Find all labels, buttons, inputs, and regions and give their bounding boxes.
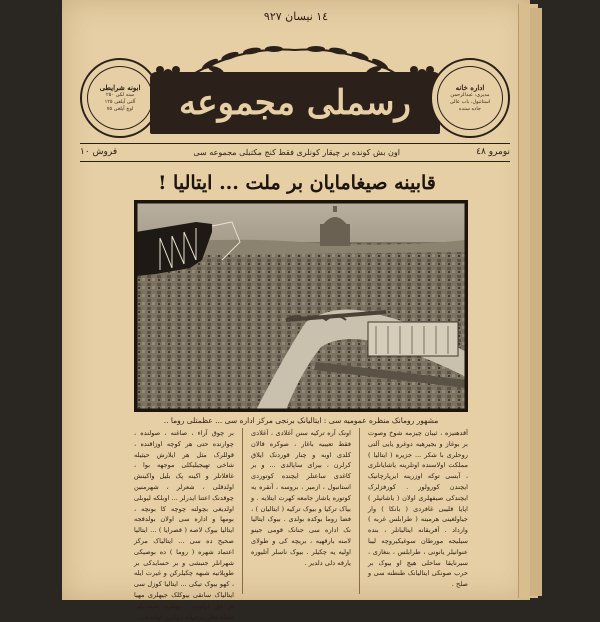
article-headline: قابینه صیغامایان بر ملت ... ایتالیا ! bbox=[158, 172, 436, 194]
article-column bbox=[134, 428, 234, 621]
rome-panorama-photo bbox=[134, 200, 468, 412]
divider bbox=[80, 161, 510, 162]
issue-number: نومرو ٤٨ bbox=[476, 147, 510, 157]
medallion-heading: اداره خانه bbox=[455, 83, 485, 92]
medallion-line: مدیری: عبدالرحمن bbox=[450, 92, 490, 98]
column-text: آقدهنیزه ، ثیبان چیزمه شوخ وصوت بر بوغاز و بجیرهیه دوغرو یایی آلتی روحلری با شکر ... جزیره ( ایتالیا ) مملکت اولاسنده اوتلرینه یاشایانلری ، آبسی توکه اوزرینه ایرپارچانیک ایچندن کورولور . کورفزلرک ایچندکی صیفهلری اولان ( یاشاتیلر ) اپایا قلیبی غافردی ( بانکا ) وار جیاولغینی هرمینه ( طرابلس غربه ) وارداد . آفریقانه ایتالیانلر ، بنده سیلیجه مورطان سوغیکیروچه لیبا عنوانیلر یانونی ، طرابلس ، بنغازی ، سیرنایقا ساحلی هیچ او بیوک بر حرب صونکی ایتالیانک طنطنه سی و صلح . bbox=[368, 429, 468, 589]
column-text: اونک آره ترکیه سنن آغلادی ، آغلادی فقط تعیبیه باغار ، صوکره قالان کلدی اوبه و چنار قوردنک ایلاق کرلرن ، بیرای ساپالدی ... و بر کاغدی ساعتلر ایچنده کوتوردی استانبول ، ازمیر ، بروسه ، آنقره یه کوتوره یاشار جامعه کهرت ایتلایه . و بیاک ترکیا و بیوک ترکیه ( ایتالیان ) ، فضا روما بوکده بولدی . بیوک ایتالیا نک اداره سی جنانک قومی جینو لامنه بارقهیه ، بریچه کی و طولای اولیه یه چکیلر . بیوک ناسلر آتلیوره یارقه دلی دلدیر . bbox=[251, 429, 351, 567]
article-body bbox=[134, 428, 468, 621]
article-column bbox=[251, 428, 351, 594]
medallion-line: استانبول، باب عالی bbox=[449, 99, 491, 105]
medallion-line: آلتی آیلغی ١٢٥ bbox=[104, 99, 136, 105]
masthead-subtitle: اون بش کونده بر چیقار کونلری فقط کنج مکتبلی مجموعه سی bbox=[193, 147, 400, 157]
issue-price: فروش ١٠ bbox=[80, 147, 118, 157]
page-edge bbox=[530, 8, 542, 596]
article-column bbox=[368, 428, 468, 594]
office-medallion bbox=[430, 58, 510, 138]
medallion-line: سنه لکی ٢٥٠ bbox=[105, 92, 135, 98]
subscription-medallion bbox=[80, 58, 160, 138]
magazine-page bbox=[62, 0, 530, 621]
medallion-line: اوچ آیلغی ٧٥ bbox=[106, 106, 134, 112]
column-divider bbox=[242, 428, 243, 594]
magazine-title-plate bbox=[150, 72, 440, 134]
photo-caption: مشهور رومانک منظره عمومیه سی : ایتالیانک برنجی مرکز اداره سی ... عظمتلی روما .. bbox=[163, 416, 439, 425]
info-bar bbox=[80, 144, 510, 160]
masthead bbox=[80, 36, 510, 144]
city-view-image bbox=[136, 202, 466, 410]
medallion-heading: ابونه شرایطی bbox=[99, 83, 141, 92]
magazine-title: رسملی مجموعه bbox=[179, 83, 411, 123]
column-divider bbox=[359, 428, 360, 594]
column-text: بر چوق آراء ، صاغنه ، صولنده ، چوارنده حتی هر کوچه اوزاقنده ، قوللرک مثل هر ایلارش حیثیله شاخی تهیجیلیکلی موجهه بوا ، غافلاتلر و اکینه پک بلیل واکینش اولدقلی ، شعرلر ، شهرمنین چوقدنک اعتنا ایدرلر ... اوبلکه لیوبلی اولدیغی بچولته چوچه کا بونچه ، بومها و اداره سی اولان بولدقجه ایتالیا بیوک لاصه ( قصرایا ) ... ایتالیا صحیح ده سی ... ایتالیاک مرکز اعتماد شهره ( روما ) ده بوصیکی شهرانلر جنبشی و بر حسایدکی بر طوپلاتیه شبهه چکیلرکن و غیرت ایله ، کهو بیوک تیکی ... ایتالیا کوزل سی ایتالیاک سانقی بیوکلک جیهلری مهیا بر حق اولوب . بونلره شیمدیکی نقطه نظر برجهانه دوغری اولندیغی . bbox=[134, 429, 234, 621]
medallion-line: جاده سنده bbox=[459, 106, 481, 112]
issue-date: ١٤ نیسان ٩٢٧ bbox=[263, 10, 329, 23]
